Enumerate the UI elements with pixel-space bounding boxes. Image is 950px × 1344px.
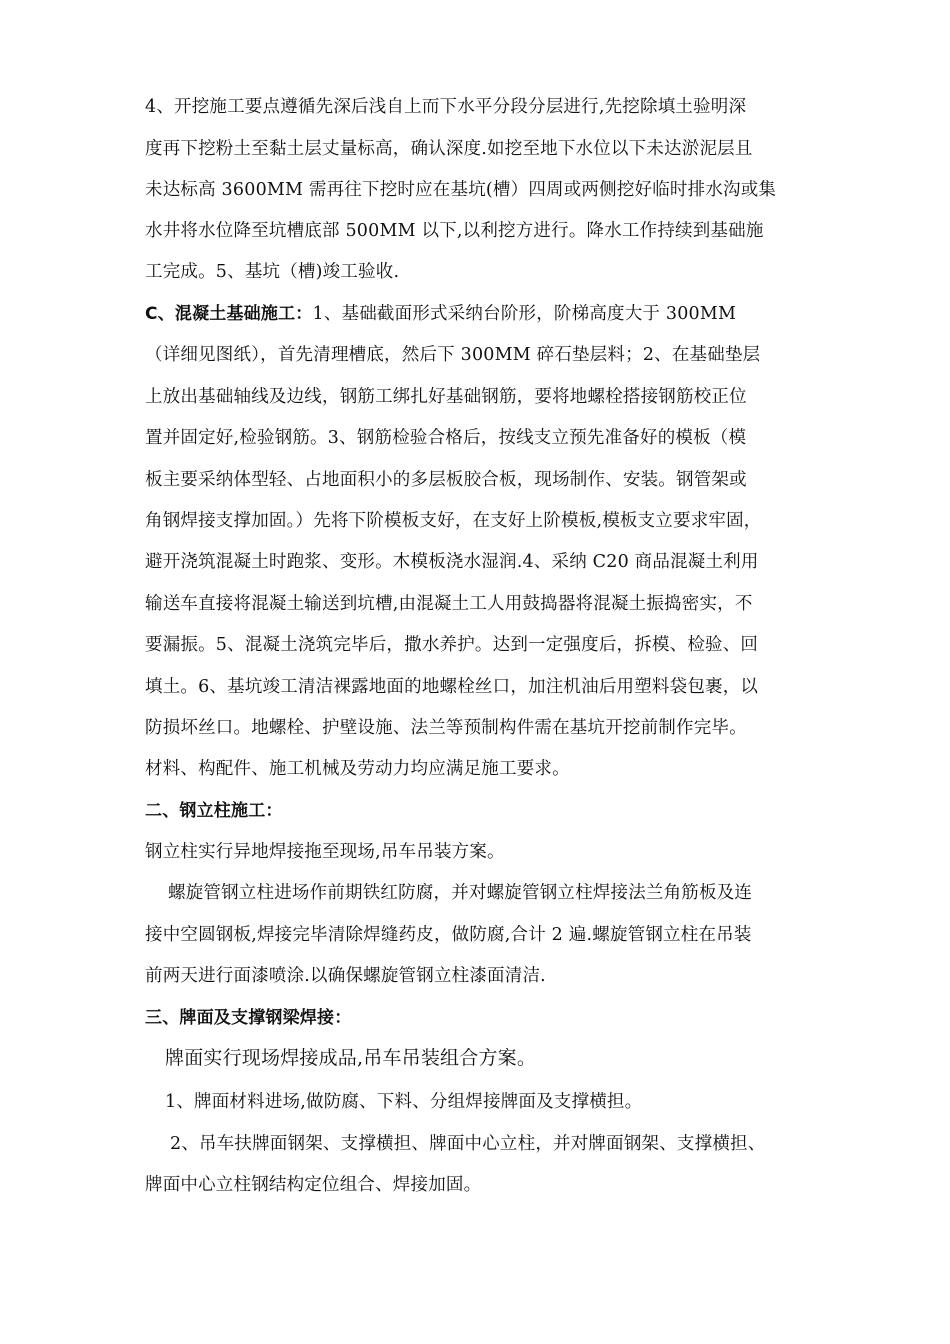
text-line: 螺旋管钢立柱进场作前期铁红防腐，并对螺旋管钢立柱焊接法兰角筋板及连 bbox=[168, 883, 753, 903]
text-line: 板主要采纳体型轻、占地面积小的多层板胶合板，现场制作、安装。钢管架或 bbox=[145, 470, 747, 490]
heading-2: 二、钢立柱施工： bbox=[145, 801, 283, 821]
text-line: 接中空圆钢板,焊接完毕清除焊缝药皮，做防腐,合计 2 遍.螺旋管钢立柱在吊装 bbox=[145, 925, 752, 945]
text-line: 牌面中心立柱钢结构定位组合、焊接加固。 bbox=[145, 1175, 482, 1195]
text-line: 置并固定好,检验钢筋。3、钢筋检验合格后，按线支立预先准备好的模板（模 bbox=[145, 428, 747, 448]
text-line: 防损坏丝口。地螺栓、护壁设施、法兰等预制构件需在基坑开挖前制作完毕。 bbox=[145, 718, 747, 738]
text-line: 上放出基础轴线及边线，钢筋工绑扎好基础钢筋，要将地螺栓搭接钢筋校正位 bbox=[145, 387, 747, 407]
text-line: （详细见图纸），首先清理槽底，然后下 300MM 碎石垫层料；2、在基础垫层 bbox=[145, 345, 761, 365]
text-line: 工完成。5、基坑（槽)竣工验收. bbox=[145, 262, 400, 282]
text-line: 度再下挖粉土至黏土层丈量标高，确认深度.如挖至地下水位以下未达淤泥层且 bbox=[145, 139, 753, 159]
text-line: 避开浇筑混凝土时跑浆、变形。木模板浇水湿润.4、采纳 C20 商品混凝土利用 bbox=[145, 552, 759, 572]
text-line: 2、吊车扶牌面钢架、支撑横担、牌面中心立柱，并对牌面钢架、支撑横担、 bbox=[170, 1134, 766, 1154]
text-line: 输送车直接将混凝土输送到坑槽,由混凝土工人用鼓捣器将混凝土振捣密实，不 bbox=[145, 594, 753, 614]
text-line: 牌面实行现场焊接成品,吊车吊装组合方案。 bbox=[165, 1047, 537, 1069]
heading-3: 三、牌面及支撑钢梁焊接： bbox=[145, 1008, 352, 1028]
text-line: 前两天进行面漆喷涂.以确保螺旋管钢立柱漆面清洁. bbox=[145, 966, 546, 986]
text-line: 填土。6、基坑竣工清洁裸露地面的地螺栓丝口，加注机油后用塑料袋包裹，以 bbox=[145, 677, 759, 697]
text-line: 钢立柱实行异地焊接拖至现场,吊车吊装方案。 bbox=[145, 842, 505, 862]
text-line: 角钢焊接支撑加固。）先将下阶模板支好，在支好上阶模板,模板支立要求牢固， bbox=[145, 511, 762, 531]
text-line: 材料、构配件、施工机械及劳动力均应满足施工要求。 bbox=[145, 759, 570, 779]
text-line: 1、牌面材料进场,做防腐、下料、分组焊接牌面及支撑横担。 bbox=[165, 1092, 643, 1112]
text-line: 水井将水位降至坑槽底部 500MM 以下,以利挖方进行。降水工作持续到基础施 bbox=[145, 221, 764, 241]
text-span: 1、基础截面形式采纳台阶形，阶梯高度大于 300MM bbox=[312, 304, 737, 324]
text-line: 4、开挖施工要点遵循先深后浅自上而下水平分段分层进行,先挖除填土验明深 bbox=[145, 97, 747, 117]
text-line: 未达标高 3600MM 需再往下挖时应在基坑(槽）四周或两侧挖好临时排水沟或集 bbox=[145, 180, 777, 200]
text-line: 要漏振。5、混凝土浇筑完毕后，撒水养护。达到一定强度后，拆模、检验、回 bbox=[145, 635, 759, 655]
heading-c: C、混凝土基础施工： bbox=[145, 304, 313, 324]
section-c-line bbox=[145, 302, 736, 326]
